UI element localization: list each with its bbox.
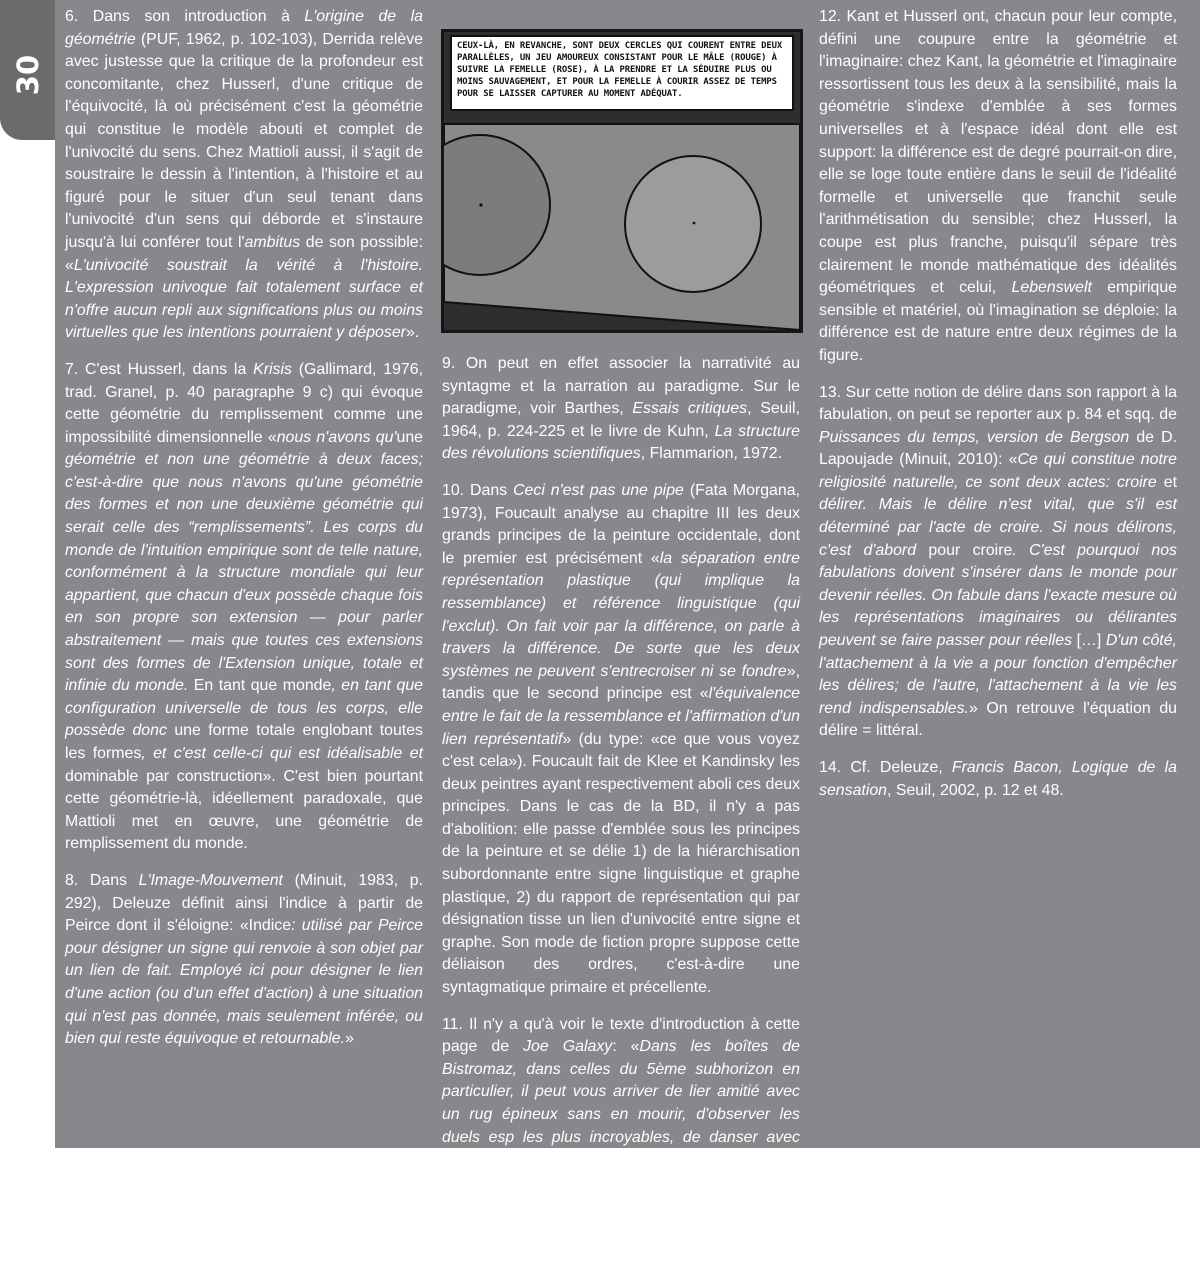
page-number: 30 bbox=[11, 54, 45, 96]
note-14: 14. Cf. Deleuze, Francis Bacon, Logique de la sensation, Seuil, 2002, p. 12 et 48. bbox=[819, 759, 1178, 799]
note-8: 8. Dans L'Image-Mouvement (Minuit, 1983, p. 292), Deleuze définit ainsi l'indice à partir de Peirce dont il s'éloigne: «Indice: utilisé par Peirce pour désigner un signe qui renvoie à son objet par un lien de fait. Employé ici pour désigner le lien d'une action (ou d'un effet d'action) à une situation qui n'est pas donnée, mais seulement inférée, ou bien qui reste équivoque et retournable.» bbox=[65, 871, 423, 1048]
comic-panel bbox=[441, 29, 803, 333]
right-circle-center bbox=[693, 222, 696, 225]
notes-column-left bbox=[65, 6, 423, 1065]
page-tab bbox=[0, 0, 55, 140]
comic-caption: CEUX-LÀ, EN REVANCHE, SONT DEUX CERCLES QUI COURENT ENTRE DEUX PARALLÈLES, UN JEU AMOUREUX CONSISTANT POUR LE MÂLE (ROUGE) À SUIVRE LA FEMELLE (ROSE), À LA PRENDRE ET LA SÉDUIRE PLUS OU MOINS SAUVAGEMENT, ET POUR LA FEMELLE À COURIR ASSEZ DE TEMPS POUR SE LAISSER CAPTURER AU MOMENT ADÉQUAT. bbox=[450, 35, 794, 111]
note-10: 10. Dans Ceci n'est pas une pipe (Fata Morgana, 1973), Foucault analyse au chapitre III les deux grands principes de la peinture occidentale, dont le premier est précisément «la séparation entre représentation plastique (qui implique la ressemblance) et référence linguistique (qui l'exclut). On fait voir par la différence, on parle à travers la différence. De sorte que les deux systèmes ne peuvent s'entrecroiser ni se fondre», tandis que le second principe est «l'équivalence entre le fait de la ressemblance et l'affirmation d'un lien représentatif» (du type: «ce que vous voyez c'est cela»). Foucault fait de Klee et Kandinsky les deux peintres ayant respectivement aboli ces deux principes. Dans le cas de la BD, il n'y a pas d'abolition: elle passe d'emblée sous les principes de la peinture et se délie 1) de la hiérarchisation subordonnante entre signe linguistique et graphe plastique, 2) du rapport de représentation qui par désignation tisse un lien d'univocité entre signe et graphe. Son mode de fiction propre suppose cette déliaison des ordres, c'est-à-dire une syntagmatique primaire et précellente. bbox=[442, 481, 800, 997]
note-13: 13. Sur cette notion de délire dans son rapport à la fabulation, on peut se reporter aux p. 84 et sqq. de Puissances du temps, version de Bergson de D. Lapoujade (Minuit, 2010): «Ce qui constitue notre religiosité naturelle, ce sont deux actes: croire et délirer. Mais le délire n'est vital, que s'il est déterminé par l'acte de croire. Si nous délirons, c'est d'abord pour croire. C'est pourquoi nos fabulations doivent s'insérer dans le monde pour devenir réelles. On fabule dans l'exacte mesure où les représentations imaginaires ou délirantes peuvent se faire passer pour réelles […] D'un côté, l'attachement à la vie a pour fonction d'empêcher les délires; de l'autre, l'attachement à la vie les rend indispensables.» On retrouve l'équation du délire = littéral. bbox=[819, 383, 1177, 740]
notes-column-middle bbox=[442, 353, 800, 1276]
comic-drawing bbox=[444, 32, 800, 330]
note-7: 7. C'est Husserl, dans la Krisis (Gallimard, 1976, trad. Granel, p. 40 paragraphe 9 c) qui évoque cette géométrie du remplissement comme une impossibilité dimensionnelle «nous n'avons qu'une géométrie et non une géométrie à deux faces; c'est-à-dire que nous n'avons qu'une géométrie des formes et non une deuxième géométrie qui serait celle des “remplissements”. Les corps du monde de l'intuition empirique sont de telle nature, conformément à la structure mondiale qui leur appartient, que chacun d'eux possède chaque fois en son propre son extension — pour parler abstraitement — mais que toutes ces extensions sont des formes de l'Extension unique, totale et infinie du monde. En tant que monde, en tant que configuration universelle de tous les corps, elle possède donc une forme totale englobant toutes les formes, et c'est celle-ci qui est idéalisable et dominable par construction». C'est bien pourtant cette géométrie-là, idéellement paradoxale, que Mattioli met en œuvre, une géométrie de remplissement du monde. bbox=[65, 360, 424, 853]
note-6: 6. Dans son introduction à L'origine de la géométrie (PUF, 1962, p. 102-103), Derrida relève avec justesse que la critique de la profondeur est concomitante, chez Husserl, d'une critique de l'équivocité, là où précisément c'est la géométrie qui constitue le modèle abouti et complet de l'univocité du sens. Chez Mattioli aussi, il s'agit de soustraire le dessin à l'intention, à l'histoire et au figuré pour le situer d'un seul tenant dans l'univocité d'un sens qui déborde et s'instaure jusqu'à lui conférer tout l'ambitus de son possible: «L'univocité soustrait la vérité à l'histoire. L'expression univoque fait totalement surface et n'offre aucun repli aux significations plus ou moins virtuelles que les intentions pourraient y déposer». bbox=[65, 8, 423, 342]
notes-column-right bbox=[819, 6, 1177, 816]
note-12: 12. Kant et Husserl ont, chacun pour leur compte, défini une coupure entre la géométrie et l'imaginaire: chez Kant, la géométrie et l'imaginaire ressortissent tous les deux à la sensibilité, mais la géométrie s'indexe d'emblée à ses formes universelles et à l'espace idéal dont elle est support: la différence est de degré pourrait-on dire, elle se loge toute entière dans le seuil de l'idéalité formelle et universelle que franchit seule l'arithmétisation du sensible; chez Husserl, la coupe est plus franche, puisqu'il sépare très clairement le monde mathématique des idéalités géométriques et celui, Lebenswelt empirique sensible et matériel, où l'imagination se déploie: la différence est de nature entre deux régimes de la figure. bbox=[819, 8, 1177, 364]
left-circle-center bbox=[479, 203, 482, 206]
note-9: 9. On peut en effet associer la narrativité au syntagme et la narration au paradigme. Sur le paradigme, voir Barthes, Essais critiques, Seuil, 1964, p. 224-225 et le livre de Kuhn, La structure des révolutions scientifiques, Flammarion, 1972. bbox=[442, 355, 800, 463]
note-11: 11. Il n'y a qu'à voir le texte d'introduction à cette page de Joe Galaxy: «Dans les boîtes de Bistromaz, dans celles du 5ème subhorizon en particulier, il peut vous arriver de lier amitié avec un rug épineux sans en mourir, d'observer les duels esp les plus incroyables, de danser avec une billazienne plurimamellaire et bien d'autres choses encore, parmi lesquelles se remplir les oreilles des monologues de poivrots, comme par exemple celui de cet oniètre peroxydaphile là-bas.» bbox=[442, 1015, 801, 1259]
right-circle bbox=[625, 156, 761, 292]
